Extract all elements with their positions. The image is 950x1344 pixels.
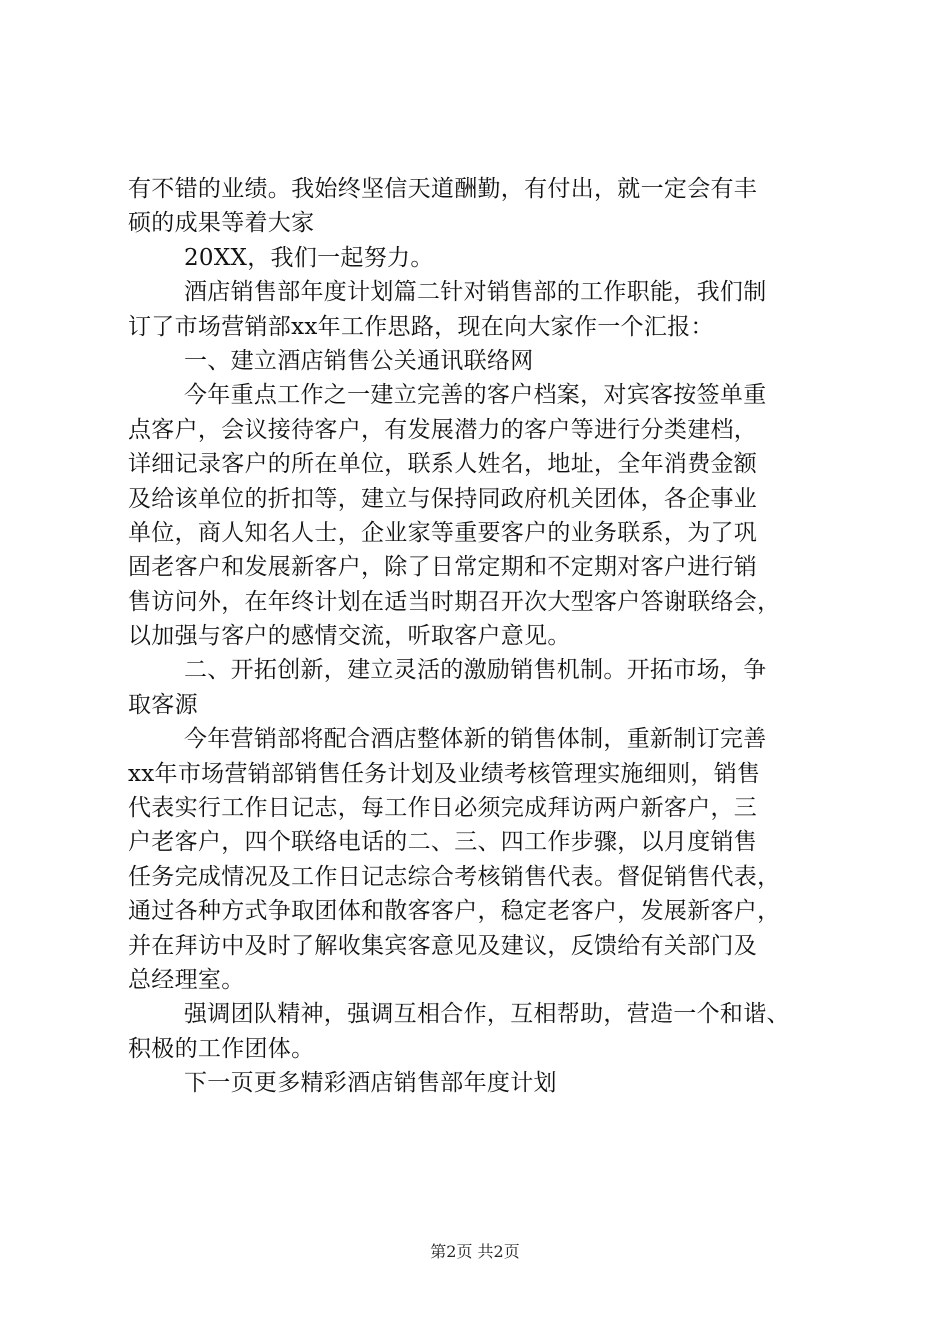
text-line: 售访问外，在年终计划在适当时期召开次大型客户答谢联络会， [128,588,781,615]
text-line: 以加强与客户的感情交流，听取客户意见。 [128,623,571,650]
text-line: 今年重点工作之一建立完善的客户档案，对宾客按签单重 [184,382,767,409]
document-body [128,172,830,1101]
text-line: 强调团队精神，强调互相合作，互相帮助，营造一个和谐、 [184,1001,790,1028]
text-line: 户老客户，四个联络电话的二、三、四工作步骤，以月度销售 [128,829,758,856]
text-line: 硕的成果等着大家 [128,210,315,237]
text-line: 订了市场营销部xx年工作思路，现在向大家作一个汇报： [128,313,714,340]
text-line: 取客源 [128,691,198,718]
text-line: 并在拜访中及时了解收集宾客意见及建议，反馈给有关部门及 [128,932,758,959]
text-line: xx年市场营销部销售任务计划及业绩考核管理实施细则，销售 [128,760,761,787]
text-line: 固老客户和发展新客户，除了日常定期和不定期对客户进行销 [128,554,758,581]
text-line: 单位，商人知名人士，企业家等重要客户的业务联系，为了巩 [128,519,758,546]
text-line: 代表实行工作日记志，每工作日必须完成拜访两户新客户，三 [128,795,758,822]
text-line: 下一页更多精彩酒店销售部年度计划 [184,1070,557,1097]
text-line: 积极的工作团体。 [128,1035,315,1062]
text-line: 通过各种方式争取团体和散客客户，稳定老客户，发展新客户， [128,898,781,925]
text-line: 二、开拓创新，建立灵活的激励销售机制。开拓市场，争 [184,657,767,684]
text-line: 任务完成情况及工作日记志综合考核销售代表。督促销售代表， [128,863,781,890]
text-line: 点客户，会议接待客户，有发展潜力的客户等进行分类建档， [128,416,758,443]
text-line: 今年营销部将配合酒店整体新的销售体制，重新制订完善 [184,726,767,753]
text-line: 总经理室。 [128,966,245,993]
page-footer: 第2页 共2页 [430,1242,520,1261]
text-line: 有不错的业绩。我始终坚信天道酬勤，有付出，就一定会有丰 [128,176,758,202]
text-line: 详细记录客户的所在单位，联系人姓名，地址，全年消费金额 [128,451,758,478]
text-line: 及给该单位的折扣等，建立与保持同政府机关团体，各企事业 [128,485,758,512]
text-line: 一、建立酒店销售公关通讯联络网 [184,347,534,374]
text-line: 酒店销售部年度计划篇二针对销售部的工作职能，我们制 [184,279,767,306]
text-line: 20XX，我们一起努力。 [184,244,434,271]
